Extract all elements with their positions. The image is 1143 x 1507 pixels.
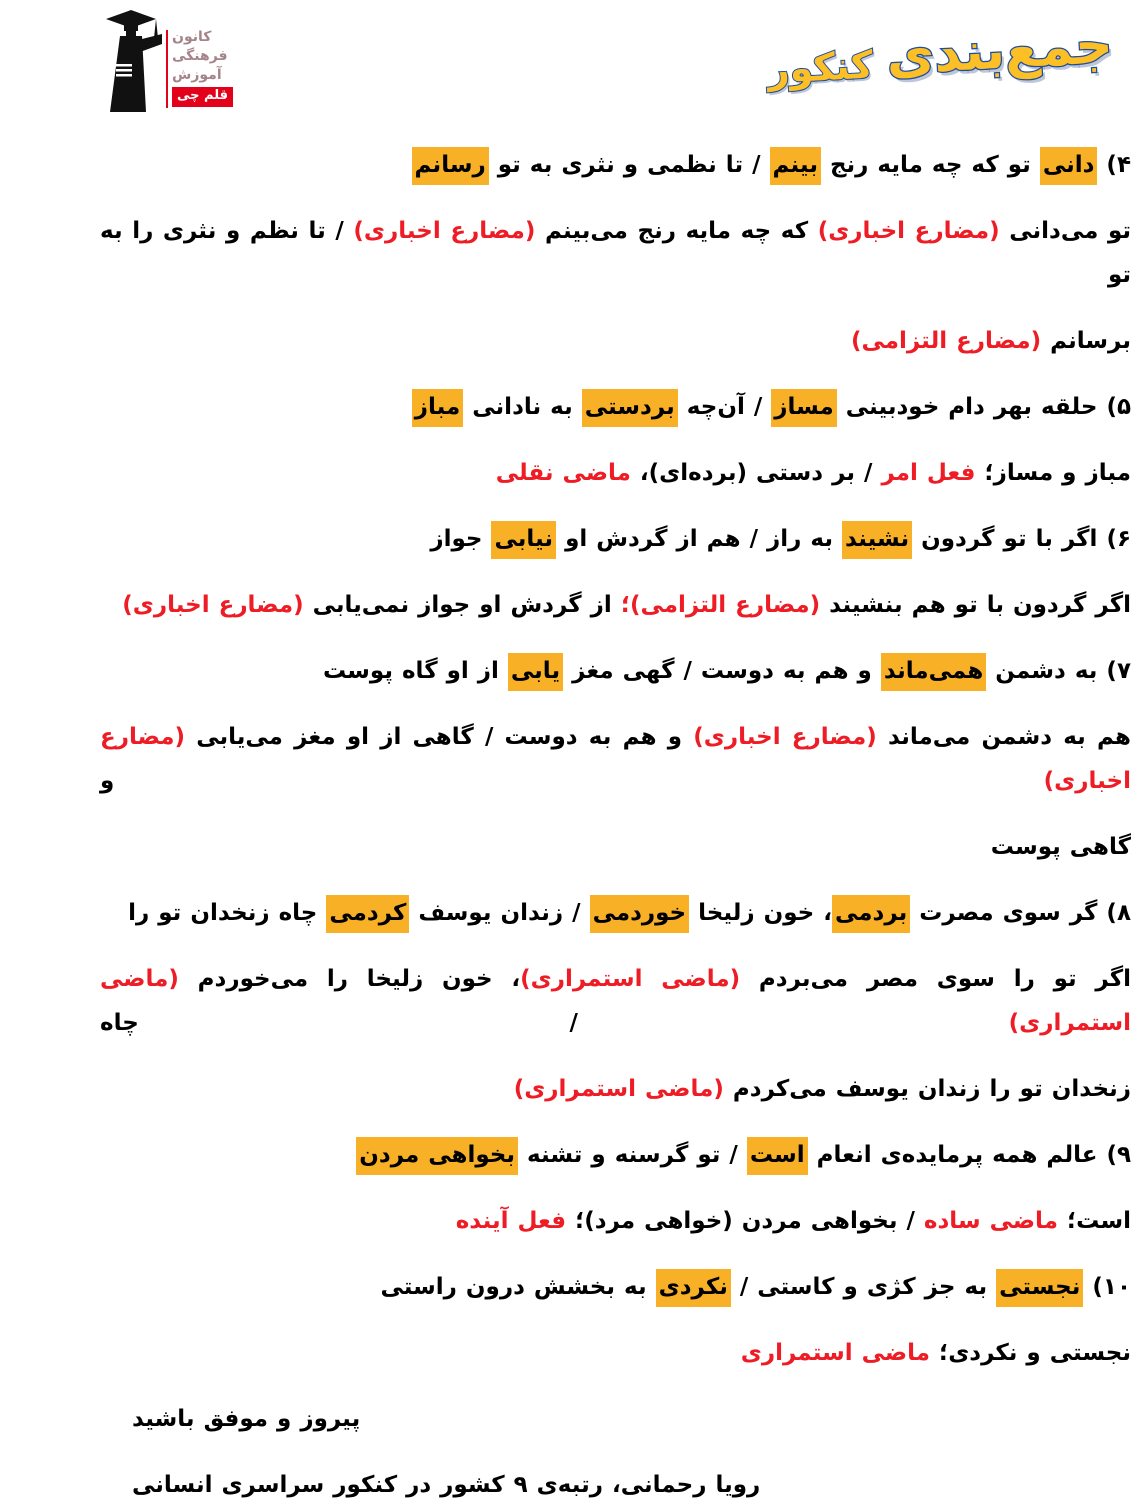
tense-label: (ماضی استمراری) — [520, 966, 741, 992]
highlighted-word: کردمی — [326, 895, 409, 933]
logo-divider — [166, 30, 168, 108]
footer-wish — [132, 1397, 1131, 1441]
text-segment: ۴) — [1097, 152, 1131, 178]
verse-line-5 — [100, 385, 1131, 429]
answer-line-4-1 — [100, 209, 1131, 297]
highlighted-word: نیابی — [491, 521, 556, 559]
answer-line-5 — [100, 451, 1131, 495]
text-segment: / تو گرسنه و تشنه — [518, 1142, 747, 1168]
kanoon-logo — [100, 8, 233, 120]
kanoon-word-1: کانون — [172, 29, 212, 45]
text-segment: / بخواهی مردن (خواهی مرد)؛ — [566, 1208, 924, 1234]
answer-line-10 — [100, 1331, 1131, 1375]
text-segment: ، خون زلیخا — [689, 900, 833, 926]
text-segment: تو می‌دانی — [999, 218, 1132, 244]
tense-label: (مضارع التزامی) — [850, 328, 1042, 354]
tense-label: ماضی نقلی — [495, 460, 631, 486]
text-segment: / بر دستی (برده‌ای)، — [630, 460, 882, 486]
brand-text-sub: کنکور — [766, 42, 875, 93]
highlighted-word: مساز — [771, 389, 837, 427]
tense-label: (ماضی استمراری) — [513, 1076, 724, 1102]
text-segment: ۱۰) — [1083, 1274, 1131, 1300]
verse-line-10 — [100, 1265, 1131, 1309]
graduate-figure-icon — [100, 8, 162, 120]
highlighted-word: همی‌ماند — [881, 653, 986, 691]
text-segment: جواز — [430, 526, 492, 552]
text-segment: رویا رحمانی، رتبه‌ی ۹ کشور در کنکور سراسری انسانی — [132, 1472, 761, 1498]
text-segment: از گردش او جواز نمی‌یابی — [303, 592, 621, 618]
text-segment: که چه مایه رنج می‌بینم — [535, 218, 818, 244]
highlighted-word: نشیند — [842, 521, 912, 559]
kanoon-word-2: فرهنگی — [172, 48, 228, 64]
text-segment: اگر تو را سوی مصر می‌بردم — [740, 966, 1131, 992]
text-segment: / آن‌چه — [677, 394, 772, 420]
answer-line-7-2 — [100, 825, 1131, 869]
answer-line-4-2 — [100, 319, 1131, 363]
highlighted-word: یابی — [508, 653, 563, 691]
answer-line-9 — [100, 1199, 1131, 1243]
footer-author — [132, 1463, 1131, 1507]
text-segment: ۶) اگر با تو گردون — [912, 526, 1131, 552]
text-segment: هم به دشمن می‌ماند — [876, 724, 1131, 750]
highlighted-word: رسانم — [412, 147, 489, 185]
text-segment: از او گاه پوست — [322, 658, 508, 684]
verse-line-4 — [100, 143, 1131, 187]
document-body — [0, 125, 1143, 1507]
kanoon-logo-text — [172, 28, 233, 107]
text-segment: ۵) حلقه بهر دام خودبینی — [836, 394, 1131, 420]
highlighted-word: خوردمی — [590, 895, 690, 933]
answer-line-7-1 — [100, 715, 1131, 803]
text-segment: مباز و مساز؛ — [975, 460, 1131, 486]
text-segment: ۹) عالم همه پرمایده‌ی انعام — [807, 1142, 1131, 1168]
text-segment: نجستی و نکردی؛ — [930, 1340, 1131, 1366]
text-segment: ۸) گر سوی مصرت — [910, 900, 1131, 926]
text-segment: به جز کژی و کاستی / — [730, 1274, 997, 1300]
answer-line-8-1 — [100, 957, 1131, 1045]
highlighted-word: بردستی — [582, 389, 678, 427]
tense-label: (مضارع اخباری) — [100, 724, 1131, 794]
text-segment: و هم به دوست / گهی مغز — [563, 658, 881, 684]
tense-label: (ماضی استمراری) — [100, 966, 1131, 1036]
text-segment: گاهی پوست — [990, 834, 1131, 860]
text-segment: زنخدان تو را زندان یوسف می‌کردم — [723, 1076, 1131, 1102]
highlighted-word: بخواهی مردن — [356, 1137, 518, 1175]
text-segment: / چاه — [100, 1010, 1009, 1036]
verse-line-6 — [100, 517, 1131, 561]
text-segment: و هم به دوست / گاهی از او مغز می‌یابی — [185, 724, 694, 750]
ghalamchi-badge: قلم چی — [172, 87, 233, 107]
text-segment: / زندان یوسف — [409, 900, 590, 926]
verse-line-9 — [100, 1133, 1131, 1177]
brand-text-main: جمع‌بندی — [885, 14, 1115, 87]
text-segment: ۷) به دشمن — [986, 658, 1131, 684]
text-segment: ، خون زلیخا را می‌خوردم — [178, 966, 521, 992]
text-segment: چاه زنخدان تو را — [128, 900, 327, 926]
highlighted-word: بردمی — [832, 895, 910, 933]
tense-label: ماضی استمراری — [740, 1340, 930, 1366]
answer-line-8-2 — [100, 1067, 1131, 1111]
verse-line-7 — [100, 649, 1131, 693]
highlighted-word: دانی — [1040, 147, 1098, 185]
tense-label: (مضارع اخباری) — [353, 218, 536, 244]
tense-label: (مضارع اخباری) — [122, 592, 304, 618]
verse-line-8 — [100, 891, 1131, 935]
text-segment: / تا نظم و نثری را به تو — [100, 218, 1131, 288]
highlighted-word: بینم — [770, 147, 821, 185]
highlighted-word: نجستی — [996, 1269, 1083, 1307]
highlighted-word: نکردی — [656, 1269, 731, 1307]
text-segment: / تا نظمی و نثری به تو — [488, 152, 770, 178]
text-segment: برسانم — [1041, 328, 1131, 354]
highlighted-word: است — [747, 1137, 808, 1175]
answer-line-6 — [100, 583, 1131, 627]
text-segment: به نادانی — [463, 394, 582, 420]
tense-label: فعل امر — [881, 460, 976, 486]
text-segment: است؛ — [1057, 1208, 1131, 1234]
text-segment: تو که چه مایه رنج — [820, 152, 1040, 178]
text-segment: به راز / هم از گردش او — [556, 526, 842, 552]
kanoon-word-3: آموزش — [172, 67, 222, 83]
text-segment: و — [100, 768, 1044, 794]
tense-label: ماضی ساده — [923, 1208, 1058, 1234]
tense-label: (مضارع اخباری) — [817, 218, 1000, 244]
tense-label: فعل آینده — [455, 1208, 567, 1234]
text-segment: به بخشش درون راستی — [380, 1274, 656, 1300]
text-segment: اگر گردون با تو هم بنشیند — [820, 592, 1131, 618]
page-header — [0, 0, 1143, 125]
text-segment: پیروز و موفق باشید — [132, 1406, 361, 1432]
tense-label: (مضارع اخباری) — [693, 724, 877, 750]
highlighted-word: مباز — [412, 389, 464, 427]
jambandi-konkoor-logo — [766, 15, 1114, 93]
tense-label: (مضارع التزامی)؛ — [620, 592, 821, 618]
